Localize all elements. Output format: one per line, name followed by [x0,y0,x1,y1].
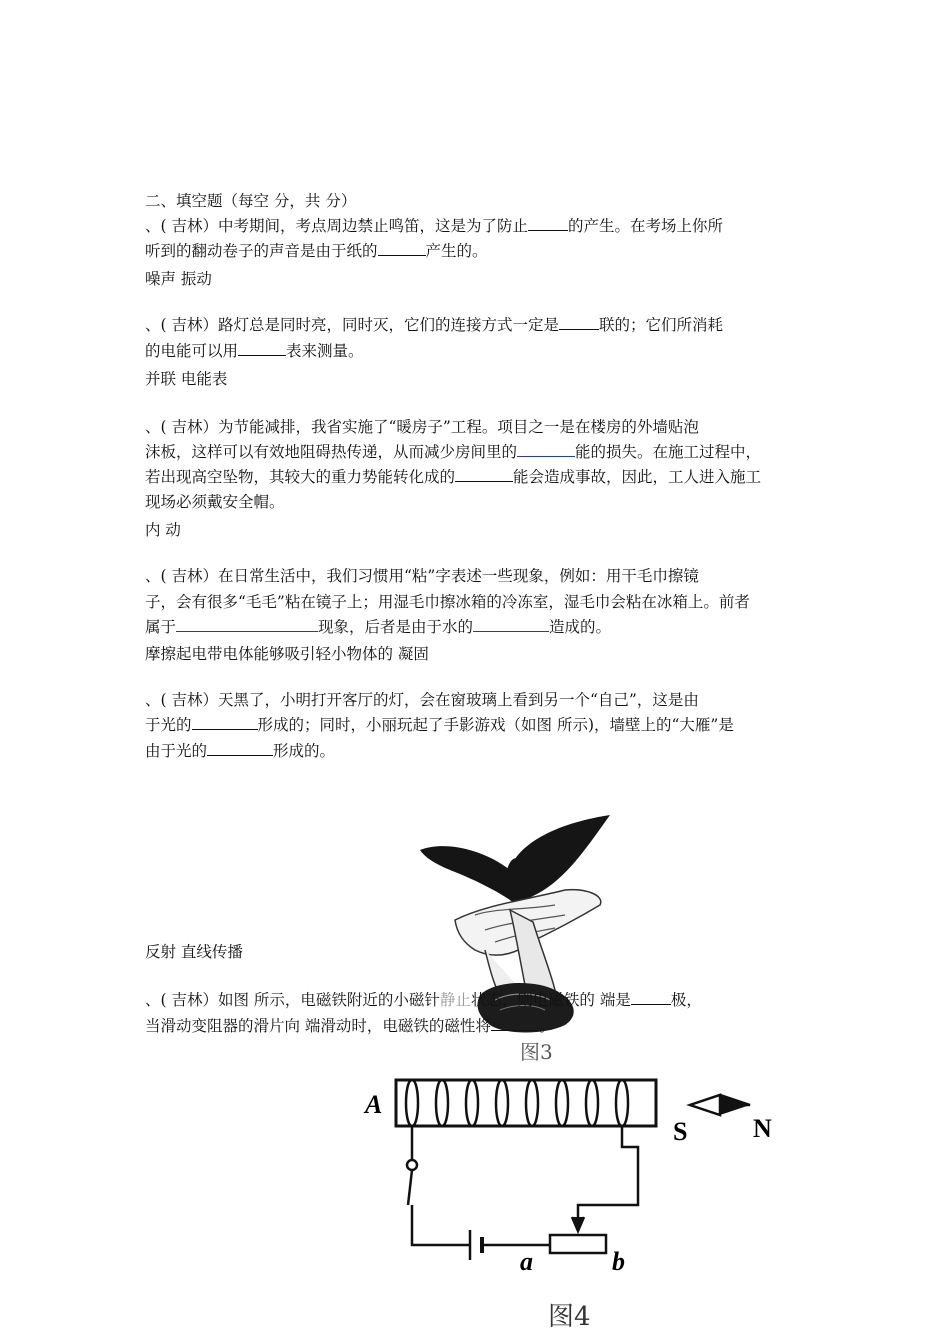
q1-blank-2 [378,241,426,256]
q1-blank-1 [528,216,568,231]
q3-text-d: 若出现高空坠物，其较大的重力势能转化成的 [145,468,456,486]
q2-text-b: 联的；它们所消耗 [598,316,723,334]
q6-text-c: 极， [670,991,702,1009]
label-b: b [612,1247,625,1276]
q6-text-d: 当滑动变阻器的滑片向 端滑动时，电磁铁的磁性将 [145,1017,491,1035]
q2-text-c: 的电能可以用 [145,342,239,360]
q3-text-b: 沫板，这样可以有效地阻碍热传递，从而减少房间里的 [145,443,518,461]
q3-text-a: 、( 吉林）为节能减排，我省实施了“暖房子”工程。项目之一是在楼房的外墙贴泡 [145,418,699,436]
question-4-line-1 [145,566,699,586]
question-3-line-4 [145,492,285,512]
q5-text-a: 、( 吉林）天黑了，小明打开客厅的灯，会在窗玻璃上看到另一个“自己”，这是由 [145,691,699,709]
question-5-line-1 [145,690,699,710]
question-2-line-2 [145,341,364,361]
question-3-line-1 [145,417,699,437]
label-N: N [753,1114,772,1143]
q1-text-a: 、( 吉林）中考期间，考点周边禁止鸣笛，这是为了防止 [145,217,528,235]
q1-answer: 噪声 振动 [145,270,212,288]
question-3-line-2 [145,442,761,462]
q5-blank-2 [207,741,273,756]
q6-occluded-text: 静止 [439,991,471,1009]
q1-text-c: 听到的翻动卷子的声音是由于纸的 [145,242,378,260]
question-4-line-3 [145,617,611,637]
figure-4-caption: 图4 [548,1302,591,1332]
q3-blank-1 [517,442,575,457]
section-heading: 二、填空题（每空 分，共 分） [145,192,357,210]
label-A: A [365,1090,383,1119]
q1-text-b: 的产生。在考场上你所 [567,217,723,235]
q4-text-a: 、( 吉林）在日常生活中，我们习惯用“粘”字表述一些现象，例如：用干毛巾擦镜 [145,567,699,585]
label-a: a [520,1247,533,1276]
q4-answer: 摩擦起电带电体能够吸引轻小物体的 凝固 [145,645,429,663]
q6-blank-1 [631,990,671,1005]
question-2-line-1 [145,315,723,335]
q3-answer: 内 动 [145,521,181,539]
question-6-line-2 [145,1016,554,1036]
figure-3-caption: 图3 [520,1040,553,1064]
q3-text-e: 能会造成事故，因此，工人进入施工 [513,468,762,486]
q4-text-b: 子，会有很多“毛毛”粘在镜子上；用湿毛巾擦冰箱的冷冻室，湿毛巾会粘在冰箱上。前者 [145,593,750,611]
q4-text-e: 造成的。 [549,618,612,636]
question-4-line-2 [145,592,750,612]
q6-blank-2 [491,1016,539,1031]
q5-text-b: 于光的 [145,716,192,734]
question-1-line-2 [145,241,488,261]
q6-text-a: 、( 吉林）如图 所示，电磁铁附近的小磁针 [145,991,440,1009]
q4-text-d: 现象，后者是由于水的 [318,618,474,636]
q2-blank-2 [238,341,286,356]
q5-text-c: 形成的；同时，小丽玩起了手影游戏（如图 所示)，墙壁上的“大雁”是 [257,716,734,734]
electromagnet-circuit-figure [360,1065,790,1340]
q5-text-d: 由于光的 [145,742,208,760]
q3-blank-2 [455,467,513,482]
q3-text-f: 现场必须戴安全帽。 [145,493,285,511]
label-S: S [673,1117,688,1146]
q6-text-e: 。 [538,1017,555,1035]
q1-text-d: 产生的。 [425,242,488,260]
question-6-line-1 [145,990,702,1010]
q2-text-d: 表来测量。 [286,342,364,360]
q6-text-b: 状态，则电磁铁的 端是 [470,991,631,1009]
q2-blank-1 [559,315,599,330]
q4-text-c: 属于 [145,618,177,636]
q2-text-a: 、( 吉林）路灯总是同时亮，同时灭，它们的连接方式一定是 [145,316,559,334]
q5-blank-1 [192,715,258,730]
q5-text-e: 形成的。 [273,742,336,760]
question-1-line-1 [145,216,723,236]
q4-blank-1 [176,617,318,632]
q2-answer: 并联 电能表 [145,370,228,388]
question-5-line-2 [145,715,734,735]
question-5-line-3 [145,741,335,761]
question-3-line-3 [145,467,761,487]
compass-needle [690,1095,750,1115]
q4-blank-2 [473,617,549,632]
q5-answer: 反射 直线传播 [145,943,243,961]
q3-text-c: 能的损失。在施工过程中， [575,443,762,461]
